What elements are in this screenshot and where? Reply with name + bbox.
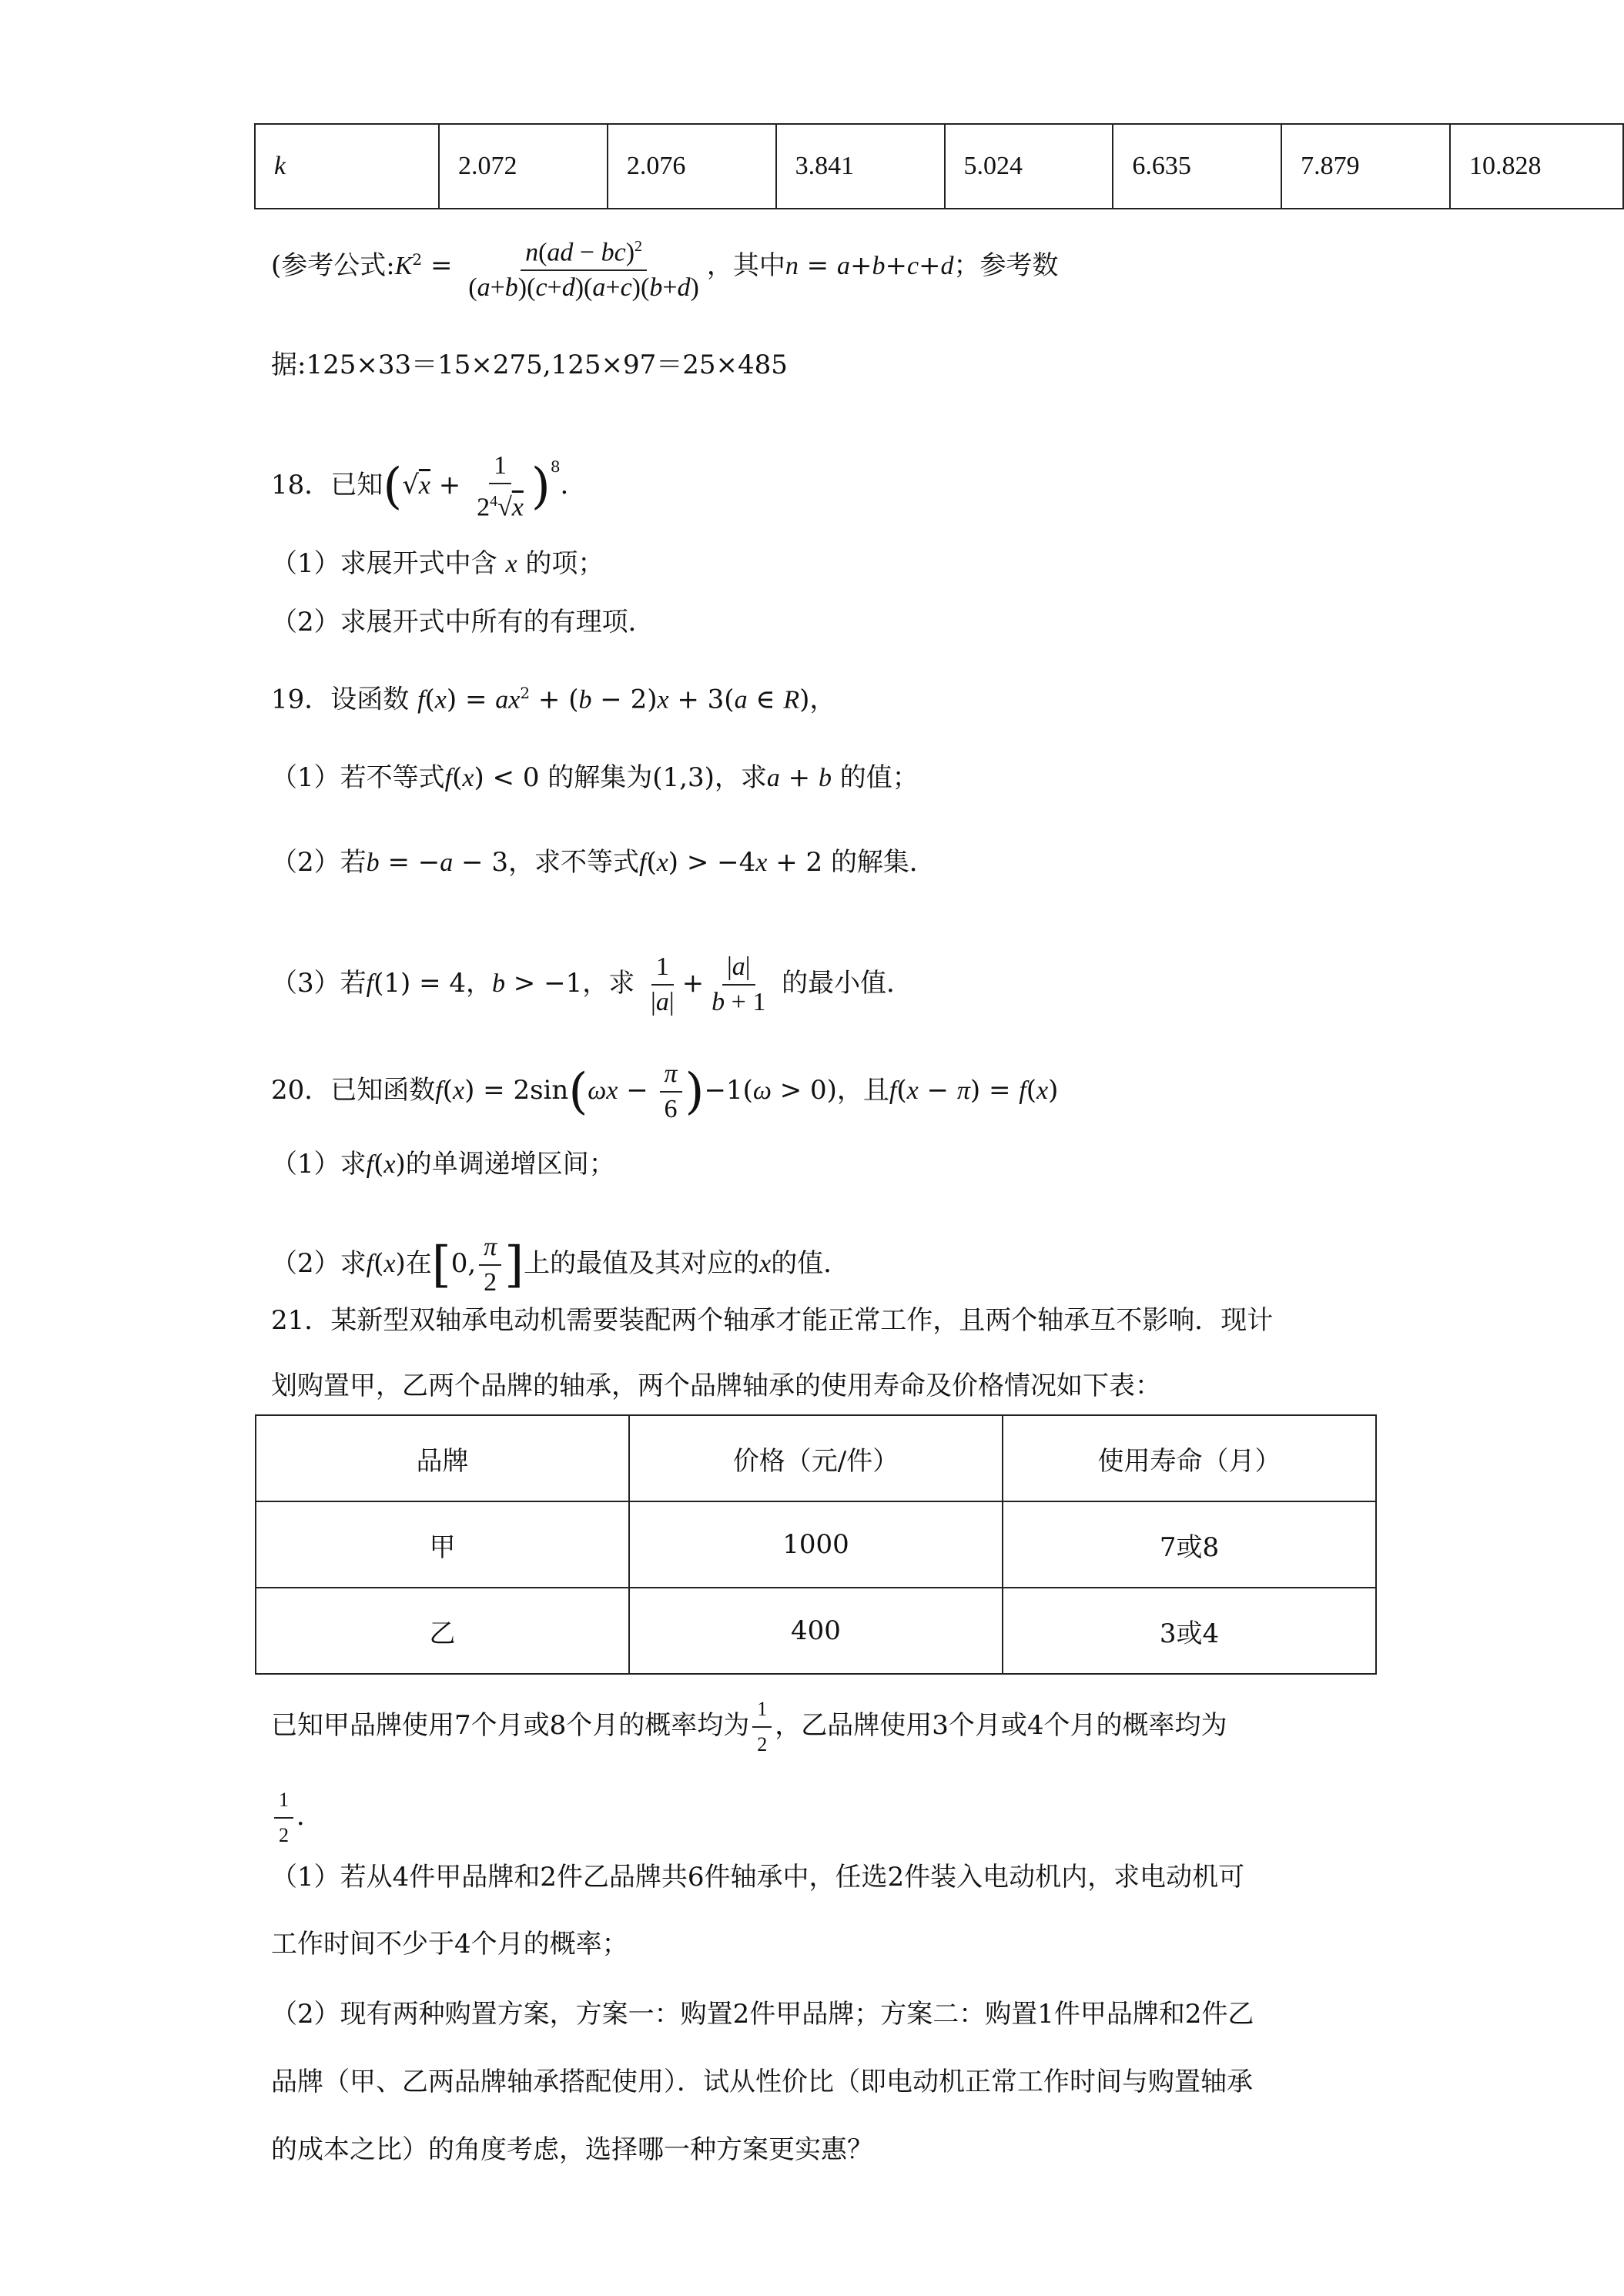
table-header: 价格（元/件） [629, 1415, 1003, 1501]
table-cell: 3.841 [776, 124, 945, 209]
table-cell: 6.635 [1113, 124, 1281, 209]
question-19-stem: 19．设函数 $f(x) = ax^2 + (b - 2)x + 3(a$ ∈ R)， [271, 684, 836, 715]
table-row [255, 124, 1623, 209]
question-21-probability-half: $\frac{1}{2}$ ． [271, 1785, 323, 1851]
question-21-part-2-line-3: 的成本之比）的角度考虑，选择哪一种方案更实惠？ [271, 2134, 873, 2165]
table-cell: 乙 [256, 1588, 629, 1674]
table-cell: 400 [629, 1588, 1003, 1674]
table-cell: 甲 [256, 1501, 629, 1588]
question-21-part-2-line-2: 品牌（甲、乙两品牌轴承搭配使用）．试从性价比（即电动机正常工作时间与购置轴承 [271, 2067, 1253, 2097]
question-21-part-1-line-1: （1）若从4件甲品牌和2件乙品牌共6件轴承中，任选2件装入电动机内，求电动机可 [271, 1862, 1245, 1893]
k2-formula: $\frac{n(ad - bc)^2}{(a+b)(c+d)(a+c)(b+d)}$ [464, 231, 704, 303]
bearing-table [255, 1414, 1377, 1675]
reference-formula-line: (参考公式$:K^2$ = $\frac{n(ad - bc)^2}{(a+b)(c+d)(a+c)(b+d)}$ ，其中n = a+b+c+d；参考数 [271, 231, 1059, 303]
question-21-line-1: 21．某新型双轴承电动机需要装配两个轴承才能正常工作，且两个轴承互不影响．现计 [271, 1305, 1274, 1336]
k-critical-value-table [254, 123, 1624, 209]
question-19-part-2: （2）若b = −a − 3，求不等式f(x) > −4x + 2 的解集． [271, 847, 936, 878]
question-21-line-2: 划购置甲，乙两个品牌的轴承，两个品牌轴承的使用寿命及价格情况如下表： [271, 1371, 1161, 1401]
table-cell: 10.828 [1450, 124, 1623, 209]
table-cell: k [255, 124, 439, 209]
table-cell: 5.024 [945, 124, 1113, 209]
question-19-part-1: （1）若不等式f(x) < 0 的解集为(1,3)，求a + b 的值； [271, 762, 919, 793]
table-cell: 1000 [629, 1501, 1003, 1588]
table-header-row [256, 1415, 1376, 1501]
question-19-part-3: （3）若f(1) = 4，b > −1，求 $\frac{1}{|a|}$ + $\frac{|a|}{b + 1}$ 的最小值． [271, 952, 913, 1016]
question-21-probability-line: 已知甲品牌使用7个月或8个月的概率均为 $\frac{1}{2}$ ，乙品牌使用3个月或4个月的概率均为 [271, 1694, 1227, 1760]
table-cell: 2.072 [439, 124, 608, 209]
question-21-part-1-line-2: 工作时间不少于4个月的概率； [271, 1929, 628, 1960]
question-20-part-2: （2）求f(x)在[0, $\frac{\pi}{2}$ ]上的最值及其对应的x的值． [271, 1233, 850, 1297]
table-cell: 7.879 [1281, 124, 1450, 209]
table-row [256, 1501, 1376, 1588]
reference-data-line: 据:125×33＝15×275,125×97＝25×485 [271, 350, 788, 380]
table-header: 品牌 [256, 1415, 629, 1501]
table-cell: 3或4 [1003, 1588, 1376, 1674]
table-cell: 2.076 [608, 124, 776, 209]
question-20-stem: 20．已知函数f(x) = 2sin(ωx − $\frac{\pi}{6}$ )−1(ω > 0)，且f(x − π) = f(x) [271, 1059, 1059, 1123]
formula-prefix: (参考公式: [271, 250, 395, 282]
table-row [256, 1588, 1376, 1674]
table-cell: 7或8 [1003, 1501, 1376, 1588]
question-21-part-2-line-1: （2）现有两种购置方案，方案一：购置2件甲品牌；方案二：购置1件甲品牌和2件乙 [271, 1999, 1254, 2030]
table-header: 使用寿命（月） [1003, 1415, 1376, 1501]
question-18-part-2: （2）求展开式中所有的有理项． [271, 607, 655, 638]
question-20-part-1: （1）求f(x)的单调递增区间； [271, 1149, 615, 1180]
question-18-part-1: （1）求展开式中含 x 的项； [271, 548, 604, 579]
question-18-stem: 18．已知(√x + $\frac{1}{2^4√x}$ )$^8$． [271, 451, 587, 522]
